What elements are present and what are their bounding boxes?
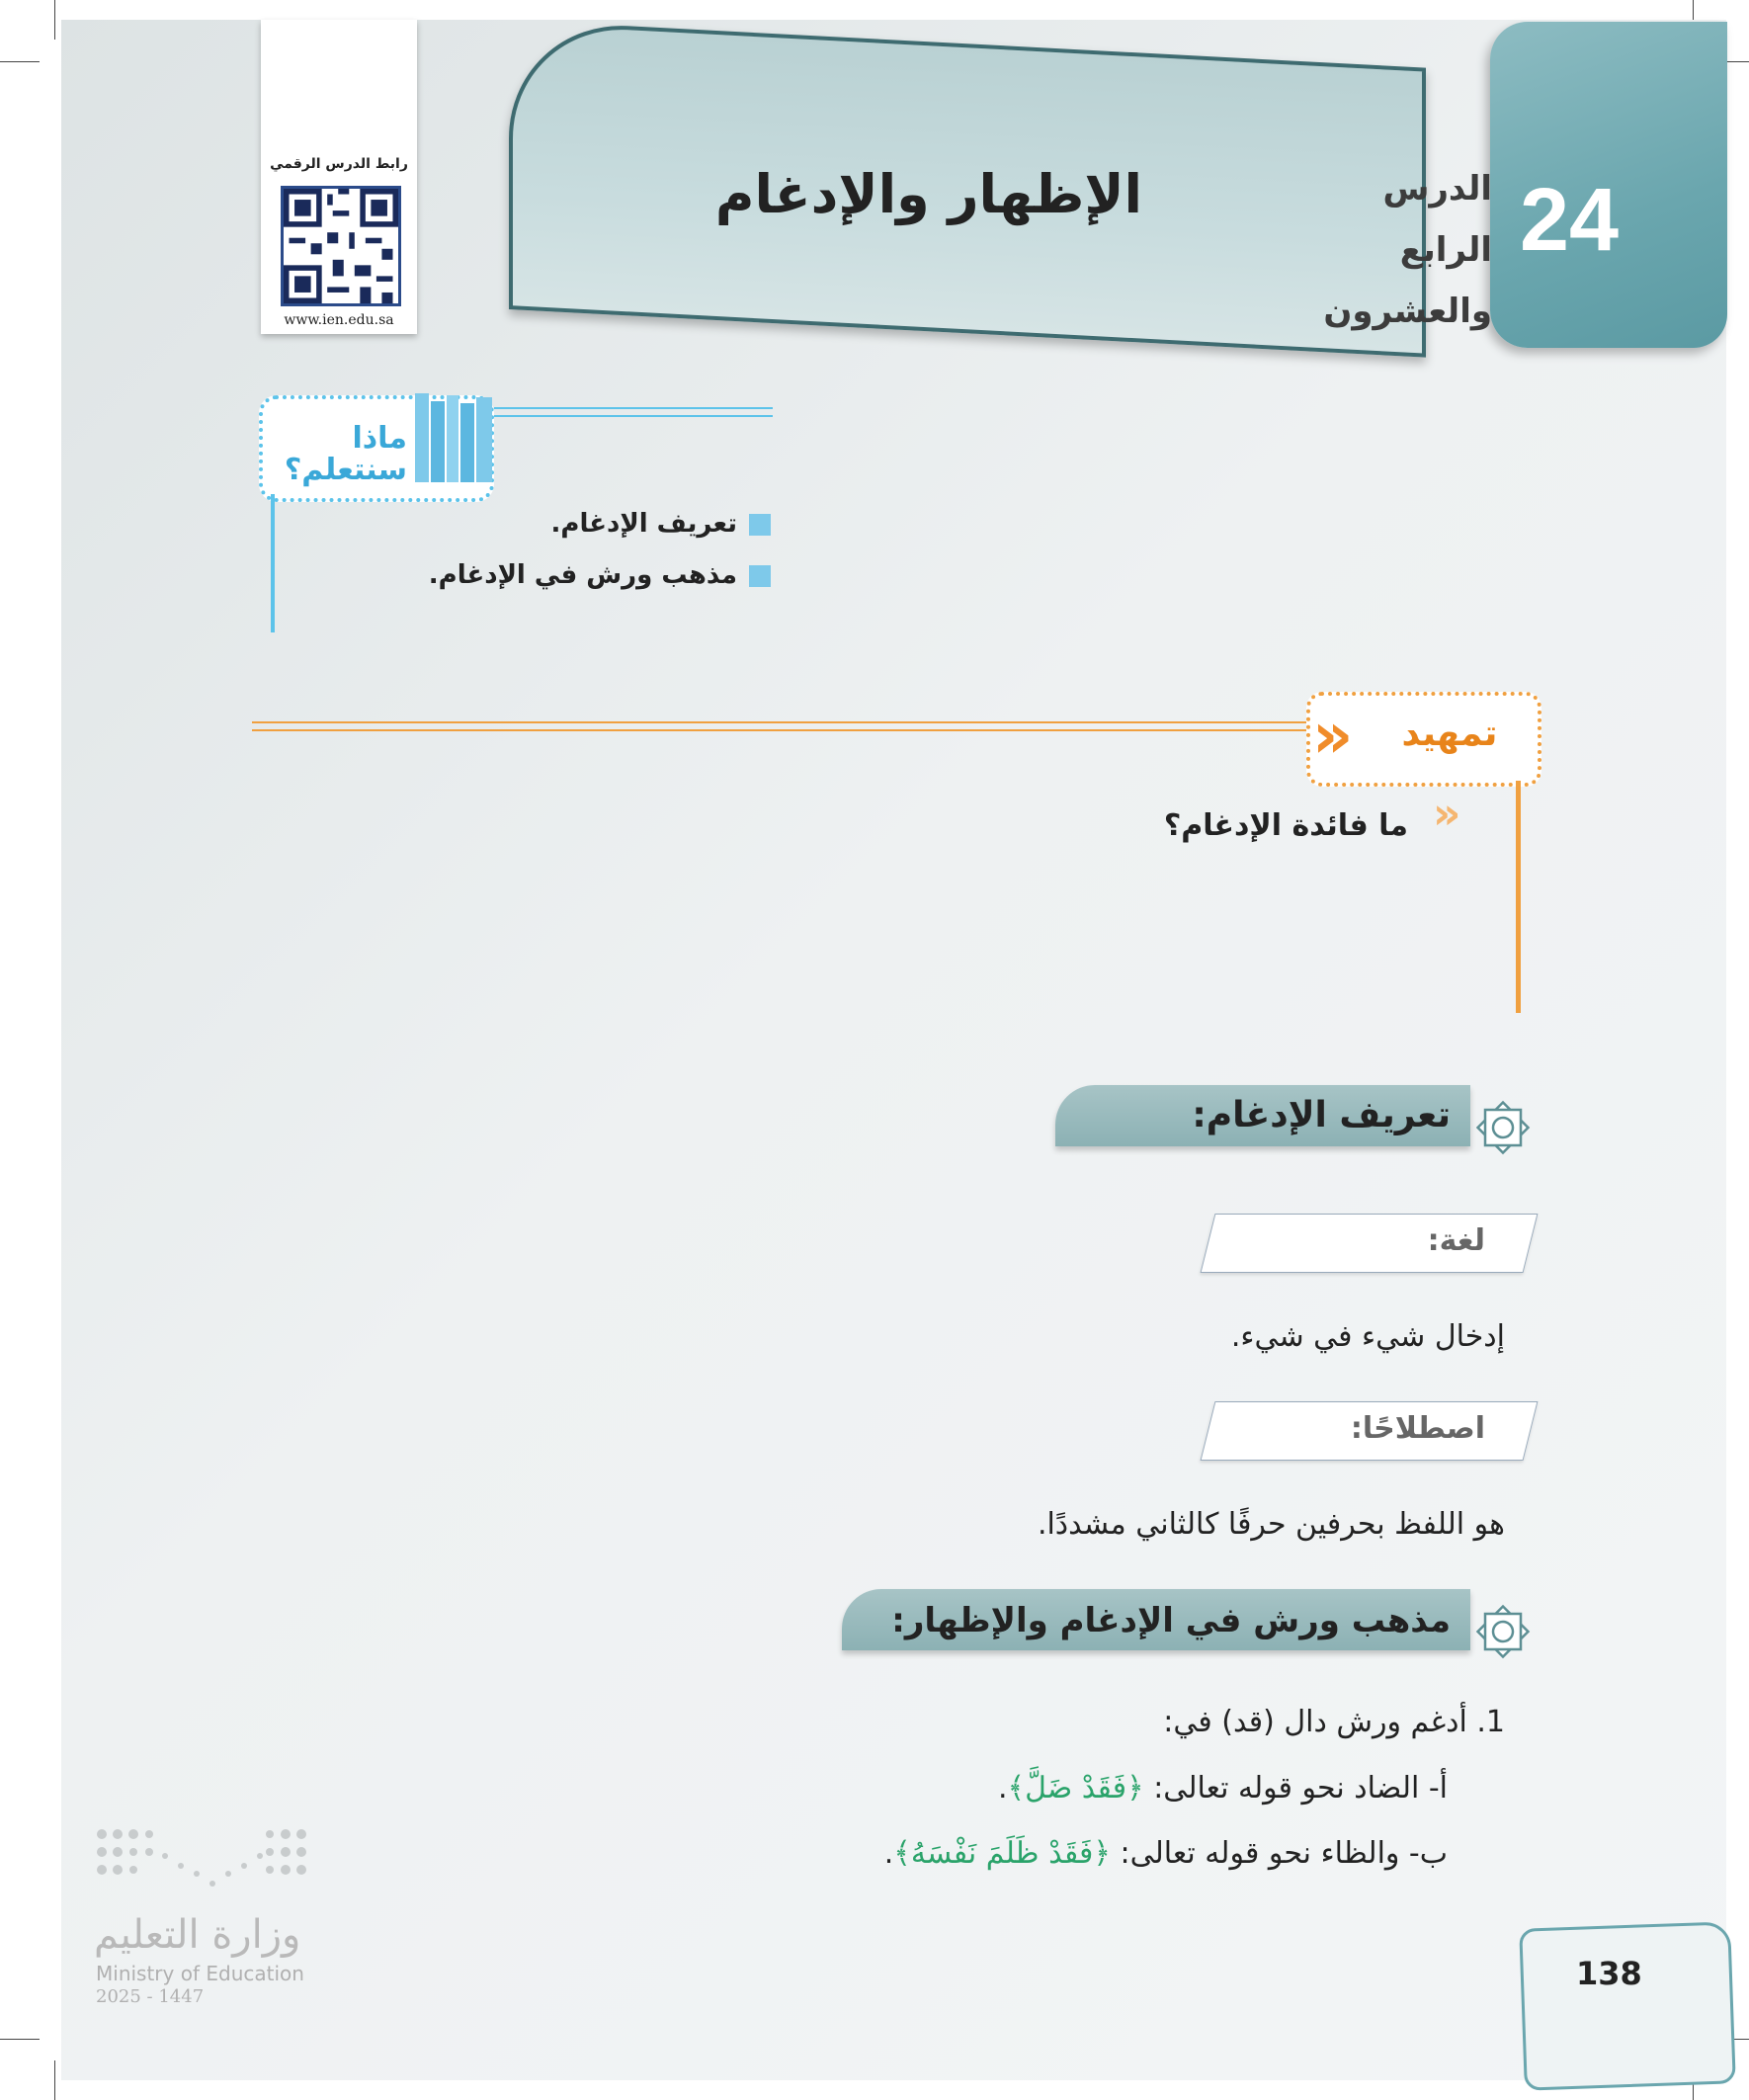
point-b-text: ب- والظاء نحو قوله تعالى: [1120, 1836, 1448, 1871]
bullet-icon [749, 565, 771, 587]
lesson-number: 24 [1520, 171, 1620, 270]
quran-verse-b: ﴿فَقَدْ ظَلَمَ نَفْسَهُ﴾ [893, 1836, 1111, 1871]
lesson-number-block [1490, 22, 1727, 348]
rosette-icon [1470, 1599, 1536, 1664]
quran-verse-a: ﴿فَقَدْ ضَلَّ﴾ [1007, 1771, 1144, 1806]
tamheed-vertical-line [1516, 781, 1521, 1013]
lugha-definition: إدخال شيء في شيء. [1230, 1319, 1505, 1354]
learn-item [551, 509, 771, 539]
qr-code-icon[interactable] [281, 186, 401, 306]
page-number: 138 [1576, 1955, 1642, 1992]
point-a-text: أ- الضاد نحو قوله تعالى: [1153, 1771, 1448, 1806]
learn-item-text: تعريف الإدغام. [550, 509, 737, 539]
section2-title: مذهب ورش في الإدغام والإظهار: [891, 1601, 1451, 1640]
point-b [884, 1836, 1448, 1871]
full-stop: . [883, 1836, 894, 1871]
crop-mark [54, 2060, 55, 2100]
crop-mark [54, 0, 55, 40]
istilah-label: اصطلاحًا: [1350, 1411, 1485, 1446]
lesson-title: الإظهار والإدغام [714, 163, 1143, 225]
bullet-icon [749, 514, 771, 536]
lugha-label: لغة: [1427, 1223, 1485, 1258]
ministry-name-en: Ministry of Education [96, 1962, 304, 1985]
qr-label: رابط الدرس الرقمي [270, 156, 408, 172]
qr-url[interactable]: www.ien.edu.sa [284, 312, 394, 328]
ministry-name-ar: وزارة التعليم [94, 1912, 301, 1958]
tamheed-question: ما فائدة الإدغام؟ [1163, 808, 1408, 843]
qr-card[interactable] [261, 20, 417, 334]
section1-title: تعريف الإدغام: [1192, 1095, 1451, 1135]
learn-title-line2: سنتعلم؟ [284, 453, 407, 487]
learn-title-line1: ماذا [352, 421, 407, 456]
crop-mark [0, 2039, 40, 2040]
learn-title [259, 423, 407, 486]
rosette-icon [1470, 1095, 1536, 1160]
learn-item-text: مذهب ورش في الإدغام. [428, 560, 737, 590]
learn-item [429, 560, 771, 590]
lugha-label-box [1201, 1214, 1539, 1273]
lesson-label-line2: والعشرون [1323, 292, 1492, 331]
point-a [998, 1771, 1448, 1806]
learn-divider-line [494, 407, 773, 417]
tamheed-title: تمهيد [1401, 714, 1498, 754]
learn-vertical-line [271, 494, 275, 632]
point1: 1. أدغم ورش دال (قد) في: [1163, 1705, 1505, 1739]
full-stop: . [997, 1771, 1008, 1806]
books-icon [415, 393, 494, 482]
double-chevron-icon: « [1312, 700, 1354, 773]
page-number-box [1519, 1921, 1736, 2090]
ministry-year: 2025 - 1447 [96, 1986, 205, 2007]
lesson-label [1324, 158, 1492, 342]
lesson-label-line1: الدرس الرابع [1382, 169, 1492, 270]
crop-mark [0, 61, 40, 62]
double-chevron-icon: « [1433, 789, 1461, 839]
tamheed-divider-line [252, 721, 1309, 731]
ministry-logo-icon [94, 1826, 309, 1895]
istilah-definition: هو اللفظ بحرفين حرفًا كالثاني مشددًا. [1037, 1507, 1505, 1542]
